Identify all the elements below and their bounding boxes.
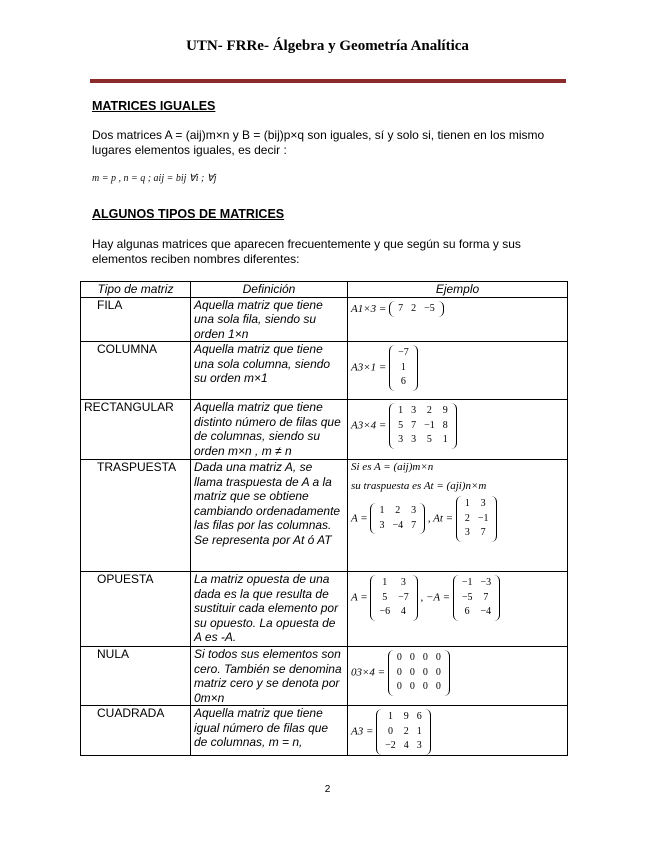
matrix-cell: 0 [409,666,415,678]
matrix-cell: 2 [395,505,401,517]
matrix-cell: 1 [379,505,385,517]
matrix-cell: 1 [400,361,406,373]
matrix-cell: 6 [464,606,470,617]
matrix-cell: 5 [398,419,404,431]
example-label: A3×4 = [351,419,390,432]
matrix-cell: 0 [396,666,402,678]
page-header: UTN- FRRe- Álgebra y Geometría Analítica [186,38,469,54]
example-cell [348,572,568,647]
matrix [453,575,500,621]
equality-condition: m = p , n = q ; aij = bij ∀i ; ∀j [92,173,217,184]
header-rule [90,79,566,83]
example-label: A = [351,591,371,604]
table-row [81,706,568,756]
example-cell [348,706,568,756]
matrix-cell: 0 [409,652,415,663]
page-number: 2 [324,784,331,795]
matrix-cell: 1 [416,725,422,737]
type-cell: FILA [81,297,191,342]
matrix-cell: 9 [442,405,448,416]
matrix-cell: −6 [379,606,391,617]
example-cell [348,400,568,460]
matrix-cell: 7 [480,527,486,538]
matrix-cell: 0 [396,681,402,692]
type-cell: OPUESTA [81,572,191,647]
type-cell: TRASPUESTA [81,460,191,572]
example-label: , −A = [417,591,453,604]
matrix-cell: 0 [422,652,428,663]
matrix-cell: 0 [435,666,441,678]
matrix-cell: −2 [385,740,396,751]
table-row [81,572,568,647]
example-label: , At = [425,512,456,525]
table-row [81,460,568,572]
matrix-cell: −3 [480,577,492,588]
col-header-definition: Definición [191,282,348,298]
matrix-cell: 3 [411,434,417,445]
example-cell [348,460,568,572]
table-row [81,400,568,460]
example-line: Si es A = (aij)m×n [351,461,434,473]
matrix [370,503,425,534]
matrix-cell: 1 [398,405,404,416]
matrix-cell: 7 [398,302,404,314]
matrix-cell: 1 [387,711,393,722]
section-title-matrices-iguales: MATRICES IGUALES [92,99,216,113]
definition-cell: Dada una matriz A, se llama traspuesta de A a la matriz que se obtiene cambiando ordenadamente las filas por las columnas. Se representa por At ó AT [191,460,348,572]
example-label: A3×1 = [351,361,390,374]
example-cell [348,647,568,706]
col-header-example: Ejemplo [348,282,568,298]
example-cell [348,297,568,342]
matrix-cell: 2 [464,512,470,524]
example-label: 03×4 = [351,666,388,679]
col-header-type: Tipo de matriz [81,282,191,298]
matrix-cell: 2 [411,302,417,314]
table-header-row [81,282,568,298]
paragraph-matrices-iguales: Dos matrices A = (aij)m×n y B = (bij)p×q son iguales, sí y solo si, tienen en los mismo lugares elementos iguales, es decir : [92,128,545,157]
matrix-cell: 6 [400,376,406,387]
example-label: A3 = [351,725,377,738]
matrix-cell: 0 [422,666,428,678]
matrix-cell: 6 [416,711,422,722]
paragraph-tipos: Hay algunas matrices que aparecen frecuentemente y que según su forma y sus elementos reciben nombres diferentes: [92,237,521,266]
definition-cell: Aquella matriz que tiene una sola columna, siendo su orden m×1 [191,342,348,400]
matrix-cell: 3 [480,498,486,509]
matrix-cell: 3 [411,505,417,517]
matrix-cell: 4 [400,606,406,617]
type-cell: CUADRADA [81,706,191,756]
example-label: A1×3 = [351,302,390,315]
matrix [389,345,418,391]
matrix-cell: −7 [398,347,409,358]
matrix-cell: 3 [379,519,385,531]
definition-cell: La matriz opuesta de una dada es la que resulta de sustituir cada elemento por su opuesto. La opuesta de A es -A. [191,572,348,647]
example-label: A = [351,512,371,525]
matrix-cell: −5 [424,302,435,314]
matrix-cell: 3 [400,577,406,588]
example-line: su traspuesta es At = (aji)n×m [351,479,487,492]
matrix-cell: 5 [382,591,388,603]
matrix-cell: 7 [411,519,417,531]
matrix-cell: −1 [477,512,489,524]
matrix-cell: 0 [422,681,428,692]
matrix-cell: 3 [464,527,470,538]
matrix-cell: 1 [442,434,448,445]
matrix [376,709,431,755]
matrix [370,575,417,621]
matrix [388,650,450,696]
matrix-cell: 5 [426,434,432,445]
matrix-cell: 9 [403,711,409,722]
definition-cell: Aquella matriz que tiene distinto número de filas que de columnas, siendo su orden m×n , m ≠ n [191,400,348,460]
matrix-cell: 0 [409,681,415,692]
definition-cell: Aquella matriz que tiene igual número de filas que de columnas, m = n, [191,706,348,756]
definition-cell: Aquella matriz que tiene una sola fila, siendo su orden 1×n [191,297,348,342]
matrix-cell: 4 [403,740,409,751]
matrix-cell: 0 [387,725,393,737]
table-row [81,342,568,400]
matrix-cell: 3 [398,434,404,445]
matrix-cell: 3 [416,740,422,751]
matrix-cell: 8 [442,419,448,431]
section-title-tipos: ALGUNOS TIPOS DE MATRICES [92,207,285,221]
type-cell: NULA [81,647,191,706]
definition-cell: Si todos sus elementos son cero. También se denomina matriz cero y se denota por 0m×n [191,647,348,706]
matrix-cell: −1 [424,419,435,431]
table-row [81,297,568,342]
matrix-cell: −4 [392,519,404,531]
matrix-types-table [80,281,568,756]
matrix-cell: 3 [411,405,417,416]
example-cell [348,342,568,400]
matrix-cell: 0 [435,652,441,663]
matrix-cell: 1 [464,498,470,509]
matrix-cell: 0 [435,681,441,692]
matrix-cell: 0 [396,652,402,663]
matrix-cell: 7 [483,591,489,603]
matrix [389,301,444,318]
type-cell: RECTANGULAR [81,400,191,460]
table-row [81,647,568,706]
matrix-cell: −4 [480,606,492,617]
matrix [389,403,457,449]
matrix-cell: 2 [403,725,409,737]
type-cell: COLUMNA [81,342,191,400]
matrix-cell: −1 [461,577,473,588]
matrix [456,496,498,542]
matrix-cell: −5 [461,591,473,603]
matrix-cell: 1 [382,577,388,588]
matrix-cell: −7 [398,591,409,603]
matrix-cell: 7 [411,419,417,431]
matrix-cell: 2 [426,405,432,416]
